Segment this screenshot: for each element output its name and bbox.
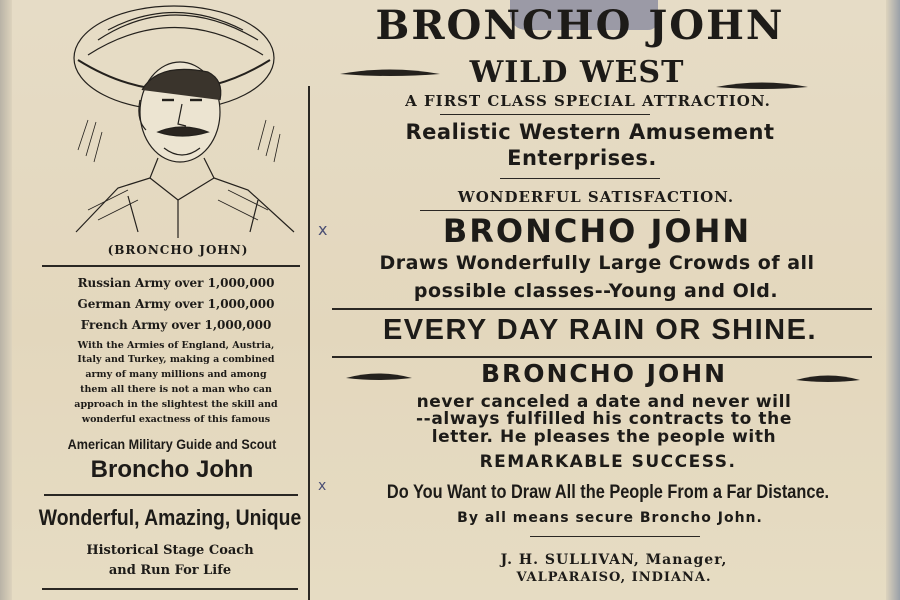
rule-every-day: [332, 356, 872, 358]
location-line: VALPARAISO, INDIANA.: [516, 570, 712, 585]
poster-subtitle: WILD WEST: [469, 55, 685, 90]
tagline: A FIRST CLASS SPECIAL ATTRACTION.: [405, 92, 771, 110]
rule-satisfaction: [420, 210, 680, 211]
crowds-line-1: Draws Wonderfully Large Crowds of all: [379, 252, 815, 274]
left-divider-bottom: [42, 588, 298, 590]
manager-line: J. H. SULLIVAN, Manager,: [500, 552, 728, 568]
promise-line-2: --always fulfilled his contracts to the: [416, 409, 792, 429]
success-line: REMARKABLE SUCCESS.: [479, 452, 737, 472]
guide-name: Broncho John: [90, 456, 254, 483]
swash-left-1: [340, 64, 440, 74]
every-day-line: EVERY DAY RAIN OR SHINE.: [382, 314, 818, 346]
rule-crowds: [332, 308, 872, 310]
armies-text-6: wonderful exactness of this famous: [81, 414, 271, 425]
army-line-french: French Army over 1,000,000: [80, 318, 272, 332]
headline-line-2: Enterprises.: [507, 146, 657, 170]
secure-line: By all means secure Broncho John.: [457, 510, 763, 526]
broncho-john-portrait: [58, 0, 300, 238]
armies-text-3: army of many millions and among: [85, 369, 267, 380]
swash-left-2: [346, 368, 412, 378]
left-footer-2: and Run For Life: [108, 563, 232, 578]
left-divider-top: [42, 265, 300, 267]
rule-tagline: [440, 114, 650, 115]
question-line: Do You Want to Draw All the People From a Far Distance.: [386, 482, 830, 503]
swash-right-1: [716, 77, 808, 87]
armies-text-1: With the Armies of England, Austria,: [77, 340, 275, 351]
armies-text-4: them all there is not a man who can: [80, 384, 272, 395]
promise-line-3: letter. He pleases the people with: [431, 427, 777, 447]
headline-line-1: Realistic Western Amusement: [405, 120, 775, 144]
swash-right-2: [796, 370, 860, 380]
poster-title: BRONCHO JOHN: [375, 2, 785, 49]
left-slogan: Wonderful, Amazing, Unique: [38, 505, 302, 530]
armies-text-5: approach in the slightest the skill and: [74, 399, 278, 410]
name-banner-2: BRONCHO JOHN: [480, 359, 728, 388]
army-line-german: German Army over 1,000,000: [77, 297, 275, 311]
pencil-mark-2: x: [318, 478, 327, 494]
column-divider: [308, 86, 310, 600]
guide-line: American Military Guide and Scout: [67, 436, 277, 452]
left-paper-edge: [0, 0, 12, 600]
left-footer-1: Historical Stage Coach: [86, 543, 254, 558]
name-banner: BRONCHO JOHN: [442, 212, 752, 250]
armies-text-2: Italy and Turkey, making a combined: [77, 354, 275, 365]
rule-secure: [530, 536, 700, 537]
army-line-russian: Russian Army over 1,000,000: [77, 276, 275, 290]
left-divider-mid: [44, 494, 298, 496]
right-frame-edge: [886, 0, 900, 600]
pencil-mark-1: x: [318, 220, 328, 239]
portrait-caption: (BRONCHO JOHN): [107, 243, 249, 257]
satisfaction: WONDERFUL SATISFACTION.: [457, 188, 735, 206]
rule-headline: [500, 178, 660, 179]
crowds-line-2: possible classes--Young and Old.: [413, 280, 779, 302]
promise-line-1: never canceled a date and never will: [416, 392, 792, 412]
